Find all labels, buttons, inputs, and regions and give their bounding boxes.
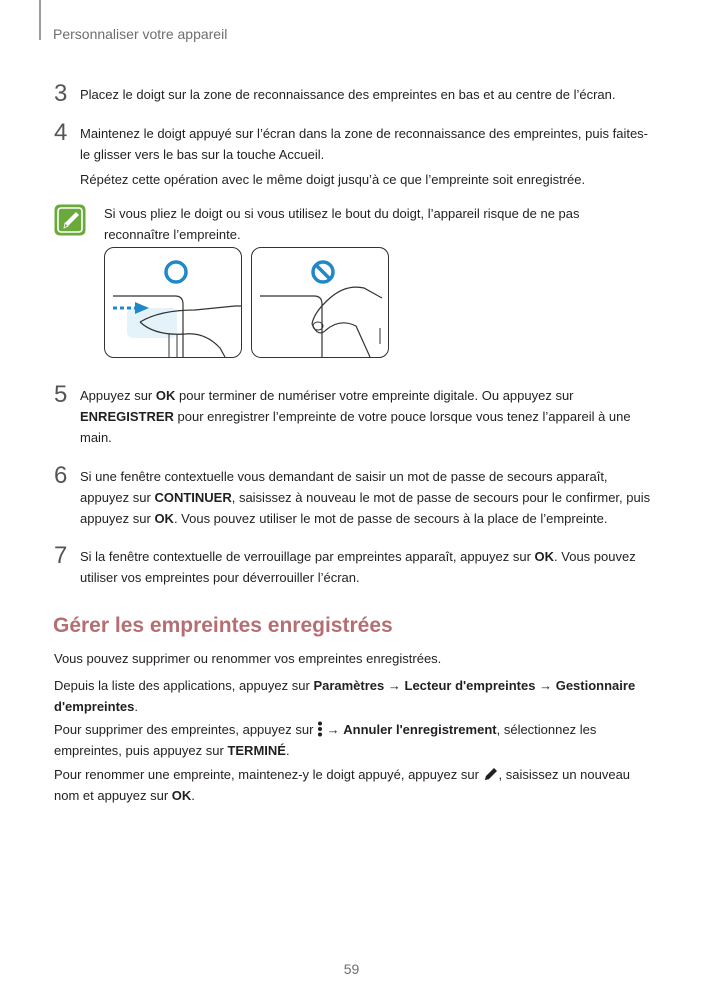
note-icon bbox=[54, 204, 86, 236]
step-text: Si la fenêtre contextuelle de verrouillage par empreintes apparaît, appuyez sur OK. Vous pouvez utiliser vos empreintes pour déverrouiller l’écran. bbox=[80, 549, 636, 585]
step-number: 4 bbox=[54, 119, 68, 146]
step-text: Placez le doigt sur la zone de reconnaissance des empreintes en bas et au centre de l’écran. bbox=[80, 87, 616, 102]
step-number: 7 bbox=[54, 542, 68, 569]
step-4-subtext: Répétez cette opération avec le même doigt jusqu’à ce que l’empreinte soit enregistrée. bbox=[80, 172, 586, 187]
illustration-correct bbox=[104, 247, 242, 358]
section-intro: Vous pouvez supprimer ou renommer vos empreintes enregistrées. bbox=[54, 651, 442, 666]
step-text: Maintenez le doigt appuyé sur l’écran dans la zone de reconnaissance des empreintes, puis faites-le glisser vers le bas sur la touche Accueil. bbox=[80, 126, 649, 162]
step-text: Si une fenêtre contextuelle vous demandant de saisir un mot de passe de secours apparaît, appuyez sur CONTINUER, saisissez à nouveau le mot de passe de secours pour le confirmer, puis appuyez sur OK. Vous pouvez utiliser le mot de passe de secours à la place de l’empreinte. bbox=[80, 469, 651, 526]
step-number: 5 bbox=[54, 381, 68, 408]
note-text: Si vous pliez le doigt ou si vous utilisez le bout du doigt, l’appareil risque de ne pas reconnaître l’empreinte. bbox=[104, 206, 580, 242]
correct-finger-illustration bbox=[105, 248, 241, 357]
page-number: 59 bbox=[343, 961, 360, 977]
illustration-incorrect bbox=[251, 247, 389, 358]
step-number: 3 bbox=[54, 80, 68, 107]
edit-pencil-icon bbox=[483, 766, 499, 782]
rename-paragraph: Pour renommer une empreinte, maintenez-y le doigt appuyé, appuyez sur , saisissez un nouveau nom et appuyez sur OK. bbox=[54, 767, 631, 803]
settings-path-paragraph: Depuis la liste des applications, appuyez sur Paramètres → Lecteur d'empreintes → Gestionnaire d'empreintes. bbox=[54, 678, 636, 714]
header-title: Personnaliser votre appareil bbox=[53, 26, 228, 42]
step-number: 6 bbox=[54, 462, 68, 489]
step-text: Appuyez sur OK pour terminer de numériser votre empreinte digitale. Ou appuyez sur ENREGISTRER pour enregistrer l’empreinte de votre pouce lorsque vous tenez l’appareil à une main. bbox=[80, 388, 631, 445]
correct-circle-icon bbox=[166, 262, 186, 282]
section-title: Gérer les empreintes enregistrées bbox=[53, 614, 393, 637]
incorrect-finger-illustration bbox=[252, 248, 388, 357]
delete-paragraph: Pour supprimer des empreintes, appuyez sur → Annuler l'enregistrement, sélectionnez les empreintes, puis appuyez sur TERMINÉ. bbox=[54, 722, 597, 758]
header-rule bbox=[39, 0, 41, 40]
